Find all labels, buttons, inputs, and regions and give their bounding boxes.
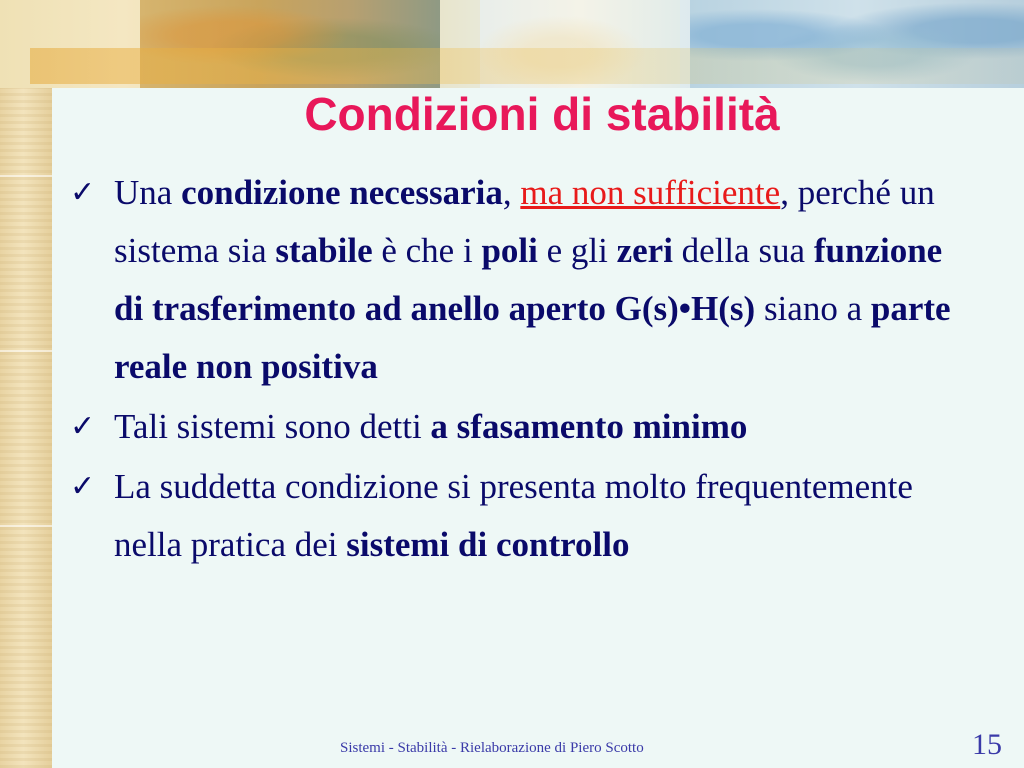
- page-number: 15: [972, 728, 1002, 761]
- bullet-text: ma non sufficiente: [520, 173, 781, 212]
- bullet-text: funzione di trasferimento ad anello aperto G(s)•H(s): [114, 231, 943, 328]
- bullet-text: condizione necessaria: [181, 173, 503, 212]
- bullet-item: [70, 164, 970, 396]
- bullet-text: Tali sistemi sono detti: [114, 407, 431, 446]
- bullet-text: Una: [114, 173, 182, 212]
- bullet-text: sistemi di controllo: [346, 525, 630, 564]
- left-decorative-strip: [0, 0, 52, 768]
- checkmark-icon: ✓: [70, 175, 96, 210]
- bullet-list: [70, 164, 970, 576]
- bullet-text: , perché un sistema sia: [114, 173, 935, 270]
- bullet-text: stabile: [275, 231, 373, 270]
- strip-divider: [0, 175, 52, 177]
- bullet-text: La suddetta condizione si presenta molto frequentemente nella pratica dei: [114, 467, 913, 564]
- top-decorative-band: [0, 0, 1024, 88]
- slide-footer: Sistemi - Stabilità - Rielaborazione di Piero Scotto: [340, 740, 644, 756]
- bullet-text: della sua: [672, 231, 814, 270]
- bullet-text: e gli: [537, 231, 617, 270]
- gold-stripe: [30, 48, 1024, 84]
- bullet-text: siano a: [755, 289, 871, 328]
- strip-divider: [0, 350, 52, 352]
- bullet-text: zeri: [616, 231, 673, 270]
- bullet-item: [70, 398, 970, 456]
- bullet-text: a sfasamento minimo: [430, 407, 748, 446]
- strip-divider: [0, 525, 52, 527]
- bullet-item: [70, 458, 970, 574]
- checkmark-icon: ✓: [70, 469, 96, 504]
- bullet-text: è che i: [372, 231, 482, 270]
- slide-title: Condizioni di stabilità: [304, 88, 780, 140]
- checkmark-icon: ✓: [70, 409, 96, 444]
- bullet-text: parte reale non positiva: [114, 289, 951, 386]
- bullet-text: poli: [481, 231, 538, 270]
- bullet-text: ,: [502, 173, 521, 212]
